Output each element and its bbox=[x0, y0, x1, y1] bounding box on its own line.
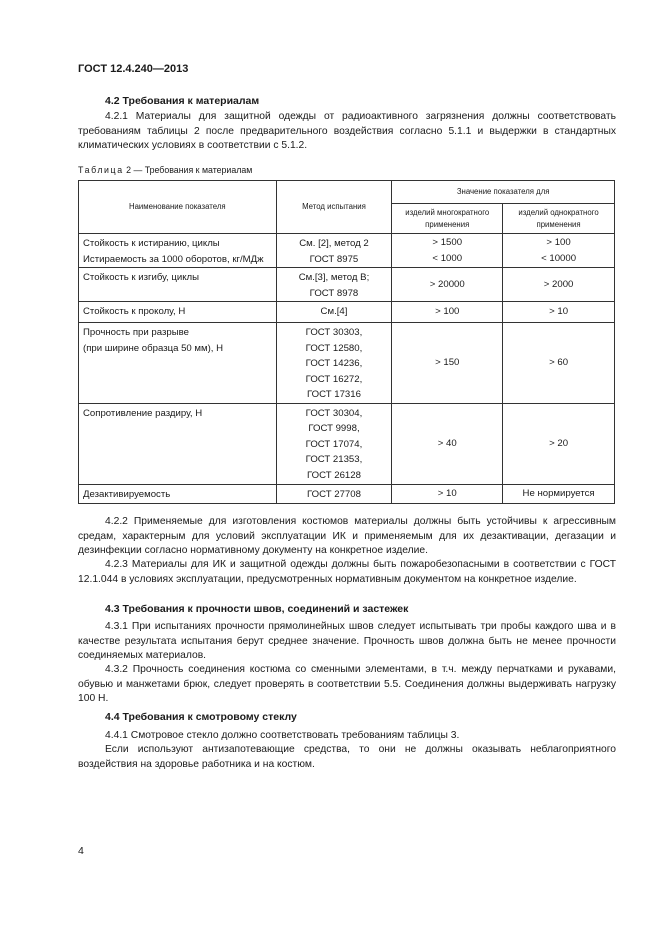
cell-method bbox=[276, 234, 392, 268]
materials-table bbox=[78, 180, 615, 504]
paragraph-4-2-2: 4.2.2 Применяемые для изготовления костюмов материалы должны быть устойчивы к агрессивным средам, характерным для условий эксплуатации ИК и применяемым для их дезактивации, дегазации и дезинфекции согласно нормативному документу на конкретное изделие. bbox=[78, 516, 616, 556]
paragraph-4-3-2: 4.3.2 Прочность соединения костюма со сменными элементами, в т.ч. между перчатками и рукавами, обувью и манжетами брюк, следует проверять в соответствии 5.5. Соединения должны выдерживать нагрузку 100 Н. bbox=[78, 664, 616, 704]
header-value: Значение показателя для bbox=[392, 181, 615, 204]
cell-name-line: Сопротивление раздиру, Н bbox=[83, 407, 203, 419]
cell-multi-line: > 20000 bbox=[429, 278, 465, 290]
cell-method bbox=[276, 403, 392, 484]
cell-method-line: ГОСТ 27708 bbox=[307, 488, 361, 500]
cell-method-line: ГОСТ 30304, bbox=[305, 407, 363, 419]
cell-multi-line: < 1000 bbox=[432, 252, 463, 264]
cell-name-line: Стойкость к изгибу, циклы bbox=[83, 272, 199, 283]
cell-name-line: Истираемость за 1000 оборотов, кг/МДж bbox=[83, 253, 264, 265]
cell-single bbox=[503, 323, 615, 404]
cell-single-line: Не нормируется bbox=[522, 487, 595, 499]
cell-single-line: < 10000 bbox=[541, 252, 577, 264]
table-row bbox=[79, 302, 615, 323]
table-row bbox=[79, 484, 615, 503]
cell-name-line: Стойкость к истиранию, циклы bbox=[83, 238, 220, 249]
cell-multi-line: > 40 bbox=[437, 437, 457, 449]
cell-name-line: Прочность при разрыве bbox=[83, 327, 189, 338]
cell-name bbox=[79, 234, 277, 268]
cell-multi-line: > 150 bbox=[435, 357, 460, 368]
cell-method bbox=[276, 484, 392, 503]
cell-method-line: См.[4] bbox=[320, 306, 348, 317]
table-caption: Таблица 2 — Требования к материалам bbox=[78, 165, 253, 175]
cell-single bbox=[503, 484, 615, 503]
paragraph-4-4-2: Если используют антизапотевающие средства, то они не должны оказывать неблагоприятного воздействия на здоровье работника и на костюм. bbox=[78, 744, 616, 770]
cell-single bbox=[503, 268, 615, 302]
cell-multi bbox=[392, 484, 503, 503]
cell-name bbox=[79, 403, 277, 484]
cell-method-line: ГОСТ 17316 bbox=[307, 389, 361, 400]
cell-single-line: > 20 bbox=[549, 437, 569, 449]
cell-multi bbox=[392, 403, 503, 484]
cell-name bbox=[79, 268, 277, 302]
cell-multi bbox=[392, 268, 503, 302]
paragraph-4-4-1: 4.4.1 Смотровое стекло должно соответствовать требованиям таблицы 3. bbox=[105, 730, 460, 741]
cell-name-line: (при ширине образца 50 мм), Н bbox=[83, 342, 224, 354]
cell-name bbox=[79, 323, 277, 404]
cell-multi-line: > 10 bbox=[437, 487, 457, 499]
cell-method-line: ГОСТ 21353, bbox=[305, 454, 363, 465]
header-single: изделий однократного применения bbox=[503, 204, 615, 234]
header-name: Наименование показателя bbox=[79, 181, 277, 234]
cell-method-line: ГОСТ 17074, bbox=[305, 438, 363, 450]
header-multi: изделий многократного применения bbox=[392, 204, 503, 234]
cell-method bbox=[276, 323, 392, 404]
cell-method-line: См.[3], метод В; bbox=[298, 272, 370, 283]
cell-single-line: > 2000 bbox=[543, 278, 574, 290]
cell-method-line: ГОСТ 12580, bbox=[305, 342, 363, 354]
header-method: Метод испытания bbox=[276, 181, 392, 234]
cell-multi bbox=[392, 302, 503, 323]
cell-multi bbox=[392, 323, 503, 404]
cell-single bbox=[503, 234, 615, 268]
cell-method-line: ГОСТ 8975 bbox=[309, 253, 359, 265]
table-row bbox=[79, 403, 615, 484]
page-number: 4 bbox=[78, 845, 84, 857]
cell-multi-line: > 100 bbox=[435, 306, 460, 318]
cell-multi bbox=[392, 234, 503, 268]
cell-single-line: > 100 bbox=[546, 237, 571, 248]
table-row bbox=[79, 268, 615, 302]
cell-method-line: ГОСТ 8978 bbox=[309, 287, 359, 299]
table-row bbox=[79, 323, 615, 404]
section-4-4-title: 4.4 Требования к смотровому стеклу bbox=[105, 711, 297, 723]
section-4-2-title: 4.2 Требования к материалам bbox=[105, 95, 260, 107]
cell-single-line: > 10 bbox=[549, 306, 569, 318]
cell-method-line: ГОСТ 16272, bbox=[305, 373, 363, 385]
cell-method-line: ГОСТ 30303, bbox=[305, 327, 363, 338]
cell-method-line: ГОСТ 14236, bbox=[305, 358, 363, 369]
cell-method-line: См. [2], метод 2 bbox=[299, 238, 369, 249]
cell-method-line: ГОСТ 9998, bbox=[308, 423, 360, 434]
cell-name bbox=[79, 484, 277, 503]
document-header: ГОСТ 12.4.240—2013 bbox=[78, 63, 189, 75]
cell-name-line: Стойкость к проколу, Н bbox=[83, 306, 186, 317]
cell-name-line: Дезактивируемость bbox=[83, 488, 171, 500]
cell-method bbox=[276, 302, 392, 323]
cell-single bbox=[503, 403, 615, 484]
paragraph-4-2-3: 4.2.3 Материалы для ИК и защитной одежды должны быть пожаробезопасными в соответствии с ГОСТ 12.1.044 в условиях эксплуатации, предусмотренных нормативным документом на конкретное изделие. bbox=[78, 559, 616, 585]
section-4-3-title: 4.3 Требования к прочности швов, соединений и застежек bbox=[105, 603, 409, 615]
cell-multi-line: > 1500 bbox=[432, 237, 463, 248]
cell-name bbox=[79, 302, 277, 323]
cell-single-line: > 60 bbox=[549, 357, 569, 368]
cell-method-line: ГОСТ 26128 bbox=[307, 469, 361, 481]
table-row bbox=[79, 234, 615, 268]
paragraph-4-2-1: 4.2.1 Материалы для защитной одежды от радиоактивного загрязнения должны соответствовать требованиям таблицы 2 после предварительного воздействия согласно 5.1.1 и выдержки в стандартных климатических условиях в соответствии с 5.1.2. bbox=[78, 111, 616, 151]
paragraph-4-3-1: 4.3.1 При испытаниях прочности прямолинейных швов следует испытывать три пробы каждого шва и в качестве результата испытания берут среднее значение. Прочность швов должна быть не менее прочности соединяемых материалов. bbox=[78, 621, 616, 661]
cell-single bbox=[503, 302, 615, 323]
cell-method bbox=[276, 268, 392, 302]
